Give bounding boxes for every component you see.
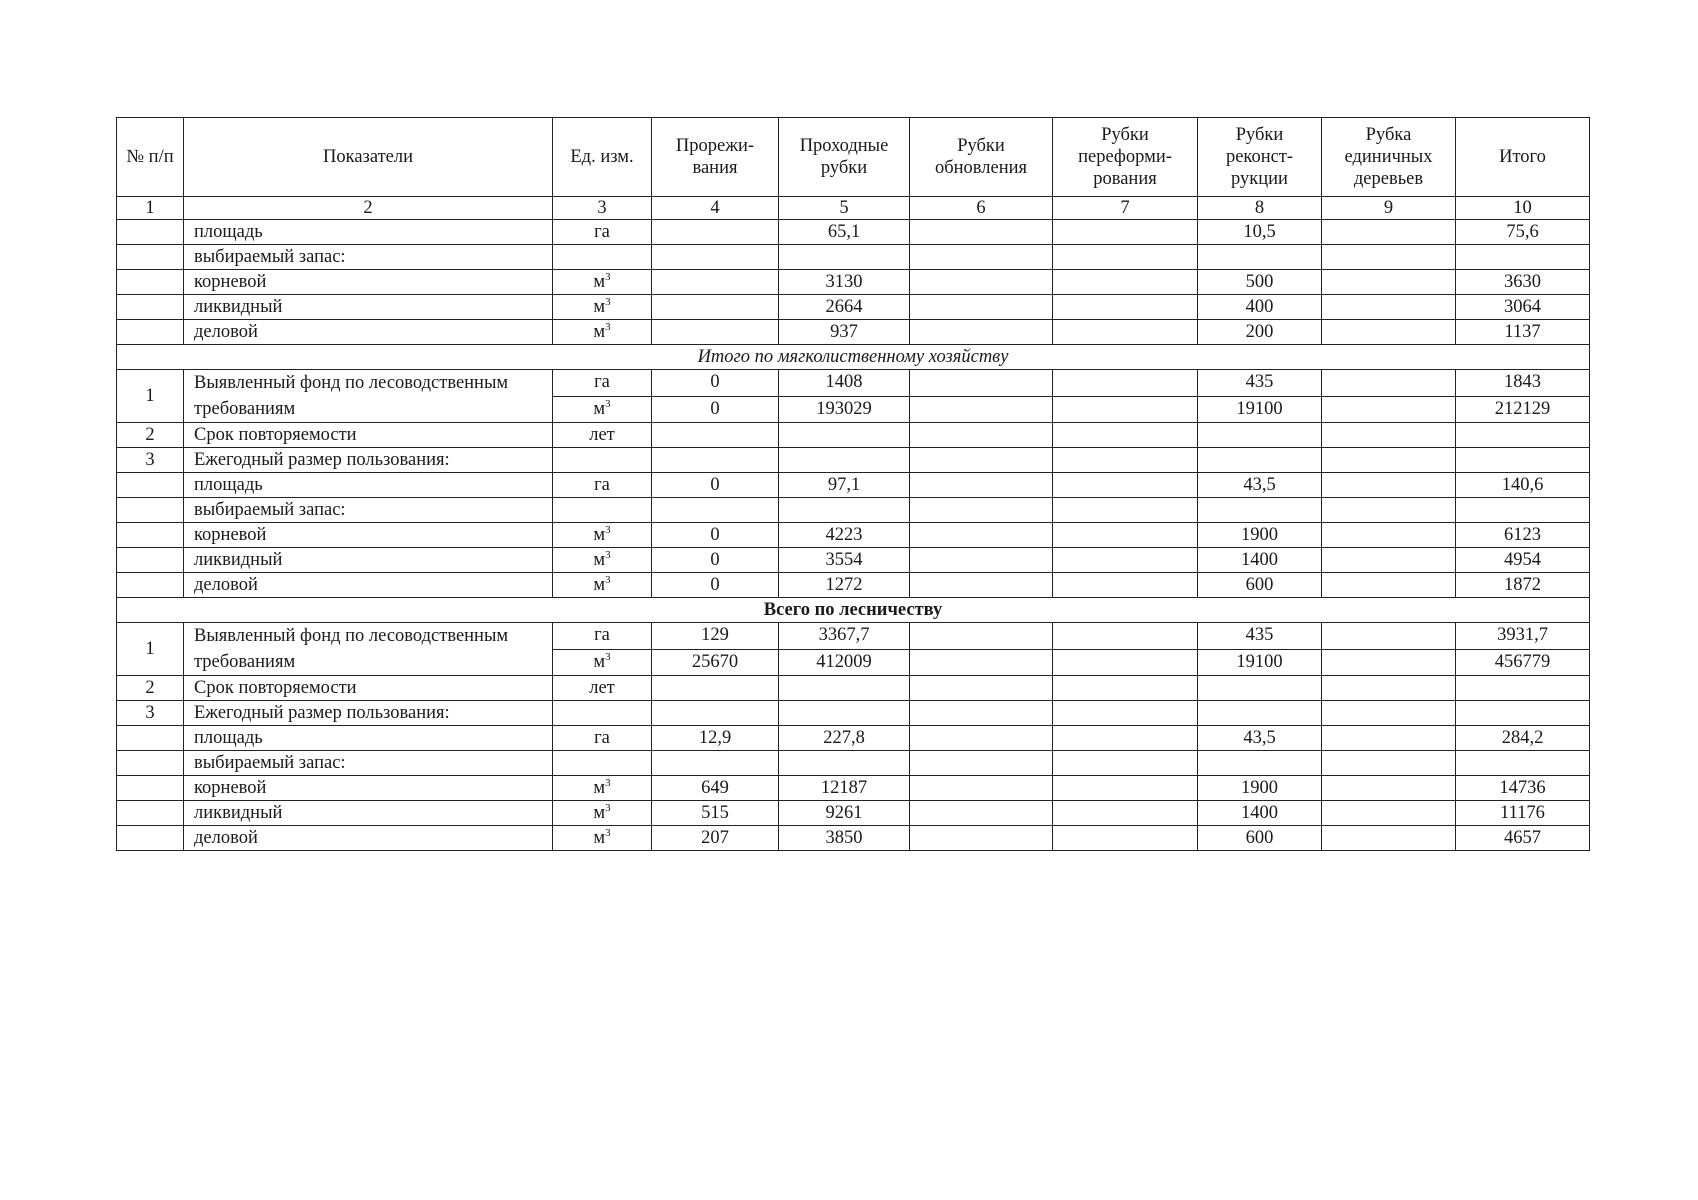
value-cell-col7 [1053,245,1198,270]
column-header-7: Рубки переформи-рования [1053,118,1198,197]
value-cell-col5 [779,498,910,523]
value-cell-col6 [910,826,1053,851]
value-cell-col9 [1322,473,1456,498]
indicator-label: корневой [184,776,553,801]
value-cell-col6 [910,498,1053,523]
value-cell-col5: 1272 [779,573,910,598]
value-cell-col9 [1322,448,1456,473]
value-cell-col10: 1843 [1456,370,1590,397]
unit-cell: $м^3$ [553,523,652,548]
indicator-label: ликвидный [184,801,553,826]
value-cell-col10: 11176 [1456,801,1590,826]
value-cell-col9 [1322,245,1456,270]
row-number [117,573,184,598]
value-cell-col8: 43,5 [1198,726,1322,751]
value-cell-col9 [1322,649,1456,676]
row-number [117,473,184,498]
value-cell-col7 [1053,396,1198,423]
unit-cell [553,701,652,726]
column-header-8: Рубки реконст-рукции [1198,118,1322,197]
value-cell-col7 [1053,701,1198,726]
value-cell-col5: 3850 [779,826,910,851]
value-cell-col7 [1053,220,1198,245]
value-cell-col9 [1322,270,1456,295]
value-cell-col8: 500 [1198,270,1322,295]
unit-superscript: 3 [605,548,611,561]
value-cell-col5: 1408 [779,370,910,397]
value-cell-col4: 515 [652,801,779,826]
indicator-label: ликвидный [184,295,553,320]
value-cell-col5: 412009 [779,649,910,676]
table-row [117,270,1590,295]
value-cell-col4 [652,751,779,776]
table-row [117,801,1590,826]
value-cell-col8: 435 [1198,370,1322,397]
column-number-3: 3 [553,197,652,220]
value-cell-col7 [1053,801,1198,826]
value-cell-col7 [1053,270,1198,295]
value-cell-col7 [1053,623,1198,650]
value-cell-col9 [1322,396,1456,423]
value-cell-col8: 19100 [1198,649,1322,676]
value-cell-col5: 12187 [779,776,910,801]
unit-superscript: 3 [605,523,611,536]
value-cell-col6 [910,649,1053,676]
row-number [117,548,184,573]
value-cell-col8 [1198,751,1322,776]
value-cell-col6 [910,220,1053,245]
value-cell-col7 [1053,295,1198,320]
value-cell-col5 [779,701,910,726]
value-cell-col10: 3064 [1456,295,1590,320]
indicator-label: деловой [184,573,553,598]
table-row [117,370,1590,397]
value-cell-col4: 207 [652,826,779,851]
value-cell-col9 [1322,523,1456,548]
table-row [117,295,1590,320]
value-cell-col6 [910,676,1053,701]
row-number: 3 [117,701,184,726]
section-title: Всего по лесничеству [117,598,1590,623]
table-row [117,245,1590,270]
value-cell-col4 [652,270,779,295]
value-cell-col8 [1198,676,1322,701]
value-cell-col6 [910,448,1053,473]
value-cell-col4 [652,498,779,523]
unit-cell [553,448,652,473]
value-cell-col7 [1053,649,1198,676]
unit-cell: $м^3$ [553,548,652,573]
header-row [117,118,1590,197]
section-title: Итого по мягколиственному хозяйству [117,345,1590,370]
value-cell-col9 [1322,776,1456,801]
value-cell-col5 [779,676,910,701]
unit-cell: $м^3$ [553,826,652,851]
value-cell-col7 [1053,573,1198,598]
value-cell-col10: 6123 [1456,523,1590,548]
indicator-label: Ежегодный размер пользования: [184,448,553,473]
value-cell-col7 [1053,776,1198,801]
column-number-row [117,197,1590,220]
column-header-6: Рубки обновления [910,118,1053,197]
row-number [117,320,184,345]
table-row [117,320,1590,345]
value-cell-col4: 0 [652,523,779,548]
unit-superscript: 3 [605,776,611,789]
unit-cell [553,245,652,270]
unit-cell: $м^3$ [553,573,652,598]
value-cell-col6 [910,548,1053,573]
indicator-label: Срок повторяемости [184,676,553,701]
value-cell-col4 [652,295,779,320]
unit-cell: $м^3$ [553,295,652,320]
value-cell-col7 [1053,370,1198,397]
column-number-10: 10 [1456,197,1590,220]
row-number [117,801,184,826]
value-cell-col5: 9261 [779,801,910,826]
value-cell-col9 [1322,320,1456,345]
value-cell-col7 [1053,473,1198,498]
column-number-9: 9 [1322,197,1456,220]
section-title-row [117,345,1590,370]
value-cell-col10: 4657 [1456,826,1590,851]
column-header-5: Проходные рубки [779,118,910,197]
column-header-3: Ед. изм. [553,118,652,197]
value-cell-col9 [1322,295,1456,320]
unit-superscript: 3 [605,801,611,814]
value-cell-col8: 19100 [1198,396,1322,423]
value-cell-col9 [1322,573,1456,598]
unit-superscript: 3 [605,826,611,839]
value-cell-col6 [910,701,1053,726]
table-row [117,548,1590,573]
value-cell-col8 [1198,448,1322,473]
value-cell-col6 [910,270,1053,295]
value-cell-col5 [779,245,910,270]
value-cell-col6 [910,295,1053,320]
value-cell-col5 [779,751,910,776]
unit-superscript: 3 [605,295,611,308]
value-cell-col9 [1322,801,1456,826]
value-cell-col5 [779,448,910,473]
value-cell-col5: 3367,7 [779,623,910,650]
value-cell-col8: 10,5 [1198,220,1322,245]
value-cell-col10: 284,2 [1456,726,1590,751]
value-cell-col5: 97,1 [779,473,910,498]
value-cell-col8: 600 [1198,573,1322,598]
value-cell-col9 [1322,623,1456,650]
value-cell-col8: 200 [1198,320,1322,345]
value-cell-col10 [1456,676,1590,701]
row-number [117,295,184,320]
value-cell-col8 [1198,245,1322,270]
value-cell-col4: 25670 [652,649,779,676]
value-cell-col8: 435 [1198,623,1322,650]
value-cell-col4: 0 [652,473,779,498]
value-cell-col9 [1322,498,1456,523]
unit-cell: га [553,220,652,245]
unit-superscript: 3 [605,270,611,283]
table-row [117,498,1590,523]
row-number [117,776,184,801]
table-row [117,726,1590,751]
row-number: 3 [117,448,184,473]
value-cell-col10: 4954 [1456,548,1590,573]
table-row [117,751,1590,776]
value-cell-col7 [1053,423,1198,448]
value-cell-col4: 0 [652,573,779,598]
row-number [117,270,184,295]
value-cell-col7 [1053,448,1198,473]
logging-volume-table [116,117,1590,851]
value-cell-col6 [910,573,1053,598]
value-cell-col9 [1322,370,1456,397]
value-cell-col4: 0 [652,548,779,573]
indicator-label: ликвидный [184,548,553,573]
row-number [117,826,184,851]
value-cell-col9 [1322,220,1456,245]
value-cell-col10 [1456,245,1590,270]
value-cell-col7 [1053,676,1198,701]
unit-cell: $м^3$ [553,320,652,345]
unit-cell: лет [553,676,652,701]
unit-cell: $м^3$ [553,649,652,676]
value-cell-col8 [1198,498,1322,523]
table-row [117,676,1590,701]
row-number [117,726,184,751]
unit-cell: га [553,623,652,650]
value-cell-col8: 1900 [1198,523,1322,548]
value-cell-col8: 1900 [1198,776,1322,801]
value-cell-col10: 140,6 [1456,473,1590,498]
value-cell-col10: 212129 [1456,396,1590,423]
row-number: 1 [117,370,184,423]
row-number [117,498,184,523]
value-cell-col8: 400 [1198,295,1322,320]
value-cell-col7 [1053,523,1198,548]
value-cell-col4 [652,701,779,726]
column-header-9: Рубка единичных деревьев [1322,118,1456,197]
unit-cell: $м^3$ [553,270,652,295]
table-body [117,220,1590,851]
value-cell-col4 [652,220,779,245]
value-cell-col7 [1053,320,1198,345]
value-cell-col6 [910,245,1053,270]
table-row [117,523,1590,548]
indicator-label: Выявленный фонд по лесоводственным требованиям [184,370,553,423]
value-cell-col4 [652,320,779,345]
value-cell-col5: 4223 [779,523,910,548]
value-cell-col5: 3554 [779,548,910,573]
indicator-label: выбираемый запас: [184,245,553,270]
value-cell-col10: 3630 [1456,270,1590,295]
column-number-6: 6 [910,197,1053,220]
value-cell-col8: 600 [1198,826,1322,851]
table-row [117,776,1590,801]
indicator-label: площадь [184,726,553,751]
indicator-label: площадь [184,473,553,498]
value-cell-col9 [1322,751,1456,776]
indicator-label: площадь [184,220,553,245]
row-number: 2 [117,423,184,448]
unit-cell: $м^3$ [553,801,652,826]
row-number [117,523,184,548]
value-cell-col7 [1053,548,1198,573]
table-row [117,623,1590,650]
value-cell-col10: 1872 [1456,573,1590,598]
indicator-label: деловой [184,320,553,345]
value-cell-col6 [910,726,1053,751]
value-cell-col10: 3931,7 [1456,623,1590,650]
unit-cell: га [553,370,652,397]
value-cell-col7 [1053,726,1198,751]
value-cell-col4 [652,245,779,270]
value-cell-col10 [1456,701,1590,726]
value-cell-col10 [1456,448,1590,473]
unit-cell: $м^3$ [553,776,652,801]
value-cell-col5: 193029 [779,396,910,423]
value-cell-col6 [910,370,1053,397]
indicator-label: выбираемый запас: [184,751,553,776]
unit-cell: $м^3$ [553,396,652,423]
value-cell-col10 [1456,498,1590,523]
value-cell-col7 [1053,498,1198,523]
indicator-label: Ежегодный размер пользования: [184,701,553,726]
table-row [117,423,1590,448]
value-cell-col4: 0 [652,370,779,397]
value-cell-col6 [910,623,1053,650]
value-cell-col8 [1198,701,1322,726]
value-cell-col10: 75,6 [1456,220,1590,245]
indicator-label: Срок повторяемости [184,423,553,448]
unit-cell: га [553,726,652,751]
value-cell-col6 [910,423,1053,448]
value-cell-col9 [1322,548,1456,573]
indicator-label: корневой [184,270,553,295]
value-cell-col6 [910,523,1053,548]
value-cell-col8: 43,5 [1198,473,1322,498]
value-cell-col10: 1137 [1456,320,1590,345]
value-cell-col4 [652,423,779,448]
unit-cell: га [553,473,652,498]
column-number-2: 2 [184,197,553,220]
unit-cell [553,751,652,776]
indicator-label: Выявленный фонд по лесоводственным требованиям [184,623,553,676]
unit-superscript: 3 [605,573,611,586]
value-cell-col4: 129 [652,623,779,650]
value-cell-col6 [910,801,1053,826]
value-cell-col7 [1053,751,1198,776]
value-cell-col7 [1053,826,1198,851]
value-cell-col9 [1322,423,1456,448]
value-cell-col6 [910,776,1053,801]
row-number: 2 [117,676,184,701]
table-row [117,473,1590,498]
value-cell-col6 [910,320,1053,345]
indicator-label: выбираемый запас: [184,498,553,523]
value-cell-col4 [652,448,779,473]
row-number [117,245,184,270]
row-number: 1 [117,623,184,676]
column-header-2: Показатели [184,118,553,197]
value-cell-col5: 65,1 [779,220,910,245]
unit-superscript: 3 [605,320,611,333]
value-cell-col10 [1456,423,1590,448]
value-cell-col5: 227,8 [779,726,910,751]
column-number-5: 5 [779,197,910,220]
table-row [117,826,1590,851]
value-cell-col6 [910,396,1053,423]
value-cell-col8: 1400 [1198,548,1322,573]
value-cell-col10 [1456,751,1590,776]
row-number [117,751,184,776]
value-cell-col4: 12,9 [652,726,779,751]
value-cell-col5: 937 [779,320,910,345]
section-title-row [117,598,1590,623]
value-cell-col8 [1198,423,1322,448]
value-cell-col10: 14736 [1456,776,1590,801]
unit-superscript: 3 [605,397,611,410]
value-cell-col9 [1322,701,1456,726]
unit-superscript: 3 [605,650,611,663]
row-number [117,220,184,245]
value-cell-col9 [1322,676,1456,701]
column-header-4: Прорежи-вания [652,118,779,197]
table-row [117,448,1590,473]
value-cell-col8: 1400 [1198,801,1322,826]
value-cell-col5: 2664 [779,295,910,320]
column-number-7: 7 [1053,197,1198,220]
value-cell-col4: 0 [652,396,779,423]
value-cell-col5: 3130 [779,270,910,295]
column-number-8: 8 [1198,197,1322,220]
value-cell-col6 [910,751,1053,776]
column-header-1: № п/п [117,118,184,197]
table-row [117,701,1590,726]
column-number-1: 1 [117,197,184,220]
indicator-label: деловой [184,826,553,851]
value-cell-col4 [652,676,779,701]
indicator-label: корневой [184,523,553,548]
unit-cell [553,498,652,523]
table-row [117,573,1590,598]
value-cell-col9 [1322,826,1456,851]
value-cell-col9 [1322,726,1456,751]
value-cell-col6 [910,473,1053,498]
value-cell-col5 [779,423,910,448]
value-cell-col4: 649 [652,776,779,801]
unit-cell: лет [553,423,652,448]
column-header-10: Итого [1456,118,1590,197]
column-number-4: 4 [652,197,779,220]
table-row [117,220,1590,245]
value-cell-col10: 456779 [1456,649,1590,676]
